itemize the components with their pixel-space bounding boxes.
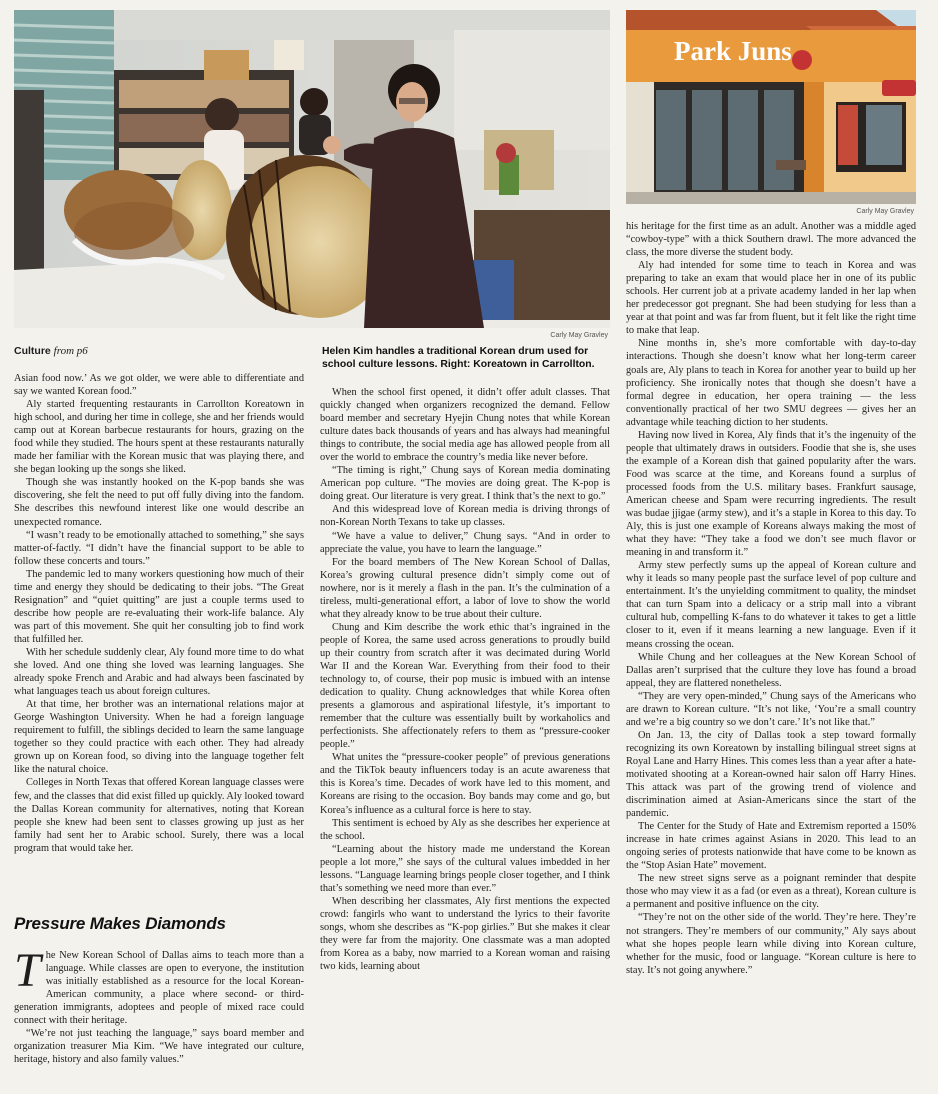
storefront-illustration <box>626 10 916 204</box>
paragraph: “Learning about the history made me understand the Korean people a lot more,” she says of the cultural values imbedded in her lessons. “Language learning brings people closer together, and I think that’s something we need more than ever.” <box>320 843 610 894</box>
paragraph: his heritage for the first time as an adult. Another was a middle aged “cowboy-type” with a thick Southern drawl. The more advanced the class, the more diverse the student body. <box>626 221 916 259</box>
paragraph: While Chung and her colleagues at the New Korean School of Dallas aren’t surprised that the culture they love has found a broad appeal, they are flattered nonetheless. <box>626 651 916 689</box>
store-sign: Park Juns <box>674 36 792 66</box>
drum-lesson-photo <box>14 10 610 328</box>
section-subhead: Pressure Makes Diamonds <box>14 914 226 933</box>
jump-from: from p6 <box>53 345 88 357</box>
photo-credit: Carly May Gravley <box>856 208 914 215</box>
drop-cap: T <box>14 949 41 997</box>
paragraph: Aly started frequenting restaurants in Carrollton Koreatown in high school, and during her time in college, she and her friends would camp out at Korean barbecue restaurants for hours, grazing on the food while they studied. The hours spent at these restaurants naturally made her familiar with the Korean music that was playing there, and she began looking up the songs she liked. <box>14 399 304 476</box>
koreatown-storefront-photo <box>626 10 916 204</box>
paragraph: Though she was instantly hooked on the K-pop bands she was discovering, she felt the need to put off fully diving into the fandom. She describes this newfound interest like one would describe an unexpected romance. <box>14 477 304 528</box>
paragraph: “We have a value to deliver,” Chung says. “And in order to appreciate the value, you have to learn the language.” <box>320 530 610 555</box>
paragraph: This sentiment is echoed by Aly as she describes her experience at the school. <box>320 817 610 842</box>
photo-credit: Carly May Gravley <box>550 332 608 339</box>
paragraph <box>14 949 304 1027</box>
article-column-3 <box>626 220 916 1086</box>
paragraph: The Center for the Study of Hate and Extremism reported a 150% increase in hate crimes against Asians in 2020. This lead to an ongoing series of protests nationwide that have come to be known as the “Stop Asian Hate” movement. <box>626 821 916 872</box>
paragraph: The pandemic led to many workers questioning how much of their time and energy they should be dedicating to their jobs. “The Great Resignation” and “quiet quitting” are just a couple terms used to describe how people are re-evaluating their work-life balance. Aly was part of this movement. She quit her consulting job to find work that fulfilled her. <box>14 568 304 645</box>
article-column-2 <box>320 386 610 1086</box>
jump-section: Culture <box>14 345 51 357</box>
article-column-1-lower <box>14 949 304 1089</box>
paragraph: And this widespread love of Korean media is driving throngs of non-Korean North Texans to take up classes. <box>320 504 610 529</box>
paragraph: At that time, her brother was an international relations major at George Washington University. When he had a foreign language requirement to fulfill, the siblings decided to learn the same language together so they could practice with each other. They had already grown up on Korean food, so diving into the language together felt like the natural choice. <box>14 699 304 776</box>
paragraph: Chung and Kim describe the work ethic that’s ingrained in the people of Korea, the same used across generations to proudly build up their country from scratch after it was decimated during World War II and the Korean War. Everything from their food to their technology to, of course, their pop music is imbued with an intense dedication to quality. Chung acknowledges that while Korea often presents a glamorous and aspirational lifestyle, it’s important to remember that the culture was essentially built by workaholics and perfectionists. She affectionately refers to them as “pressure-cooker people.” <box>320 621 610 751</box>
paragraph: The new street signs serve as a poignant reminder that despite those who may view it as a fad (or even as a threat), Korean culture is a permanent and positive influence on the city. <box>626 873 916 911</box>
paragraph: On Jan. 13, the city of Dallas took a step toward formally recognizing its own Koreatown by installing bilingual street signs at Royal Lane and Harry Hines. This comes less than a year after a hate-motivated shooting at a Korean-owned hair salon off Harry Hines. This attack was part of the growing trend of violence and discrimination aimed at Asian-Americans since the start of the pandemic. <box>626 729 916 820</box>
paragraph: When describing her classmates, Aly first mentions the expected crowd: fangirls who want to understand the lyrics to their favorite songs, whom she describes as “K-pop girlies.” But she makes it clear they were far from the majority. One classmate was a man adopted from Korea as a baby, now married to a Korean woman and raising two kids, learning about <box>320 895 610 973</box>
paragraph: Aly had intended for some time to teach in Korea and was preparing to take an exam that would place her in one of its public schools. Her current job at a private academy landed in her lap when her predecessor got pregnant. She had been studying for less than a year at that point and was far from fluent, but it felt like the right time to make that leap. <box>626 260 916 337</box>
paragraph-text: he New Korean School of Dallas aims to teach more than a language. While classes are open to everyone, the institution was initially established as a resource for the local Korean-American community, a place where second- or third-generation immigrants, adoptees and people of mixed race could connect with their heritage. <box>14 950 304 1027</box>
paragraph: “They’re not on the other side of the world. They’re here. They’re not strangers. They’re members of our community,” Aly says about what she hopes people learn while diving into Korean culture, whether for the music, food or language. “Korean culture is here to stay. It’s not going anywhere.” <box>626 912 916 976</box>
paragraph: With her schedule suddenly clear, Aly found more time to do what she loved. And one thing she loved was learning languages. She already spoke French and Arabic and had always been fascinated by what languages teach us about foreign cultures. <box>14 646 304 698</box>
paragraph: For the board members of The New Korean School of Dallas, Korea’s growing cultural presence didn’t simply come out of nowhere, nor is it merely a flash in the pan. It’s the culmination of a tireless, multi-generational effort, a labor of love to show the world what they already know to be true about their culture. <box>320 556 610 620</box>
article-column-1 <box>14 372 304 912</box>
paragraph: Army stew perfectly sums up the appeal of Korean culture and why it leads so many people past the surface level of pop culture and entertainment. It’s the unyielding commitment to quality, the mindset that can turn Spam into a delicacy or a strip mall into a vibrant cultural hub, compelling K-fans to do whatever it takes to get a little closer to it, even if it means learning a new language. Even if it means crossing the ocean. <box>626 560 916 650</box>
paragraph: What unites the “pressure-cooker people” of previous generations and the TikTok beauty influencers today is an acute awareness that this is Korea’s time. Decades of work have led to this moment, and Koreans are rising to the occasion. Boy bands may come and go, but Korea’s influence as a cultural force is here to stay. <box>320 752 610 816</box>
paragraph: Colleges in North Texas that offered Korean language classes were few, and the classes that did exist filled up quickly. Aly looked toward the Dallas Korean community for alternatives, noting that Korean people she knew had been sent to classes growing up just as her family had sent her to Arabic school. Surely, there was a local program that would take her. <box>14 777 304 854</box>
photo-caption: Helen Kim handles a traditional Korean drum used for school culture lessons. Right: Koreatown in Carrollton. <box>322 346 595 370</box>
paragraph: Having now lived in Korea, Aly finds that it’s the ingenuity of the people that ultimately draws in outsiders. Foodie that she is, she uses the example of a Korean dish that gained popularity after the wars. Food was scarce at the time, and Koreans found a surplus of processed foods from the U.S. military bases. Frankfurt sausage, American cheese and Spam were recurring ingredients. The result was budae jjigae (army stew), and it’s a staple in Korea to this day. To Aly, this is just one example of Koreans always making the most of what they have: “They take a food we don’t see much flavor or meaning in and transform it.” <box>626 429 916 559</box>
paragraph: “I wasn’t ready to be emotionally attached to something,” she says matter-of-factly. “I didn’t have the financial support to be able to follow these concerts and tours.” <box>14 529 304 567</box>
paragraph: Asian food now.’ As we got older, we were able to differentiate and say we wanted Korean food.” <box>14 373 304 398</box>
paragraph: “We’re not just teaching the language,” says board member and organization treasurer Mia Kim. “We have integrated our culture, heritage, history and also family values.” <box>14 1028 304 1066</box>
paragraph: When the school first opened, it didn’t offer adult classes. That quickly changed when organizers recognized the demand. Fellow board member and secretary Hyejin Chung notes that while Korean culture dates back thousands of years and has always had meaningful things to contribute, the social media age has allowed people from all over the world to embrace the country’s media like never before. <box>320 387 610 464</box>
paragraph: “They are very open-minded,” Chung says of the Americans who are drawn to Korean culture. “It’s not like, ‘You’re a small country and we’re a big country so we don’t care.’ It’s not like that.” <box>626 690 916 728</box>
paragraph: Nine months in, she’s more comfortable with day-to-day interactions. Though she doesn’t know what her long-term career goals are, Aly plans to teach in Korea for another year to build up her proficiency. She ironically notes that though she doesn’t have a formal degree in education, her opera training — the less conventionally practical of her two SMU degrees — gives her an advantage while teaching diction to her students. <box>626 338 916 428</box>
drum-lesson-illustration <box>14 10 610 328</box>
paragraph: “The timing is right,” Chung says of Korean media dominating American pop culture. “The movies are doing great. The K-pop is doing great. Our literature is very great. I think that’s the next to go.” <box>320 465 610 503</box>
jump-line <box>14 345 88 357</box>
